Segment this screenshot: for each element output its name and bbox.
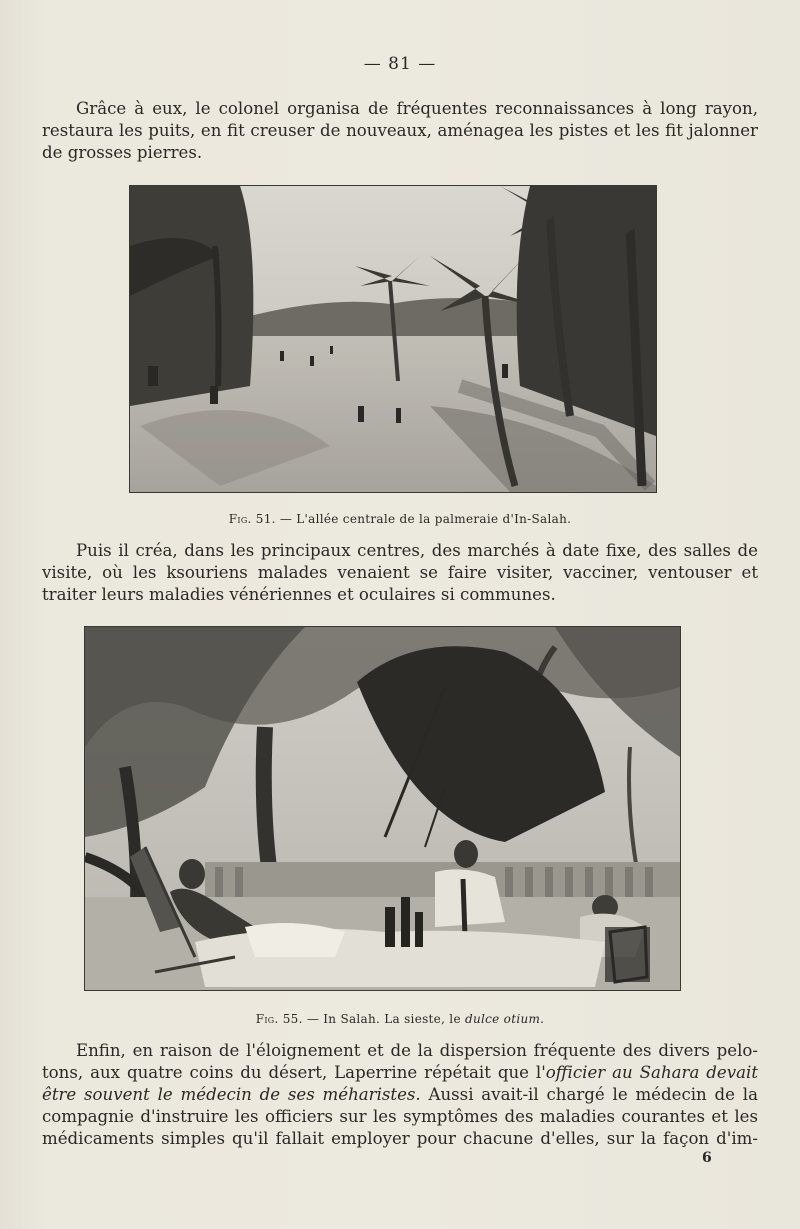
paragraph-2 (42, 540, 758, 606)
paragraph-2-line-1: Puis il créa, dans les principaux centres, des marchés à date fixe, des salles de (76, 541, 758, 560)
paragraph-2-line-2: visite, où les ksouriens malades venaient se faire visiter, vacciner, ventouser et (42, 563, 758, 582)
palm-grove-photo (129, 185, 657, 493)
figure-51-number: Fig. 51. (228, 512, 276, 526)
siesta-illustration (85, 627, 680, 990)
paragraph-3-line-2 (42, 1062, 758, 1084)
paragraph-1-line-2: restaura les puits, en fit creuser de nouveaux, aménagea les pistes et les fit jalonner (42, 121, 758, 140)
page-number: — 81 — (363, 54, 437, 74)
paragraph-3 (42, 1040, 758, 1150)
paragraph-3-line-1: Enfin, en raison de l'éloignement et de la dispersion fréquente des divers pelo- (76, 1041, 758, 1060)
paragraph-3-line-4: compagnie d'instruire les officiers sur les symptômes des maladies courantes et les (42, 1107, 758, 1126)
paragraph-3-line-2-italic: officier au Sahara devait (545, 1063, 758, 1082)
figure-55-number: Fig. 55. (255, 1012, 303, 1026)
figure-51-caption-text: — L'allée centrale de la palmeraie d'In-Salah. (279, 512, 572, 526)
figure-55-caption-italic: dulce otium. (464, 1012, 545, 1026)
siesta-photo (84, 626, 681, 991)
figure-55-caption-text: — In Salah. La sieste, le (306, 1012, 461, 1026)
paragraph-1-line-1: Grâce à eux, le colonel organisa de fréquentes reconnaissances à long rayon, (76, 99, 758, 118)
paragraph-1 (42, 98, 758, 164)
figure-55-caption (0, 1012, 800, 1026)
figure-51-caption (0, 512, 800, 526)
paragraph-1-line-3: de grosses pierres. (42, 143, 203, 162)
paragraph-2-line-3: traiter leurs maladies vénériennes et oculaires si communes. (42, 585, 556, 604)
paragraph-3-line-2-plain: tons, aux quatre coins du désert, Laperrine répétait que l' (42, 1063, 546, 1082)
paragraph-3-line-3-italic: être souvent le médecin de ses méharistes. (42, 1085, 421, 1104)
paragraph-3-line-3-plain: Aussi avait-il chargé le médecin de la (420, 1085, 758, 1104)
signature-mark: 6 (702, 1150, 712, 1166)
paragraph-3-line-5: médicaments simples qu'il fallait employer pour chacune d'elles, sur la façon d'im- (42, 1129, 758, 1148)
palm-grove-illustration (130, 186, 656, 492)
paragraph-3-line-3 (42, 1084, 758, 1106)
